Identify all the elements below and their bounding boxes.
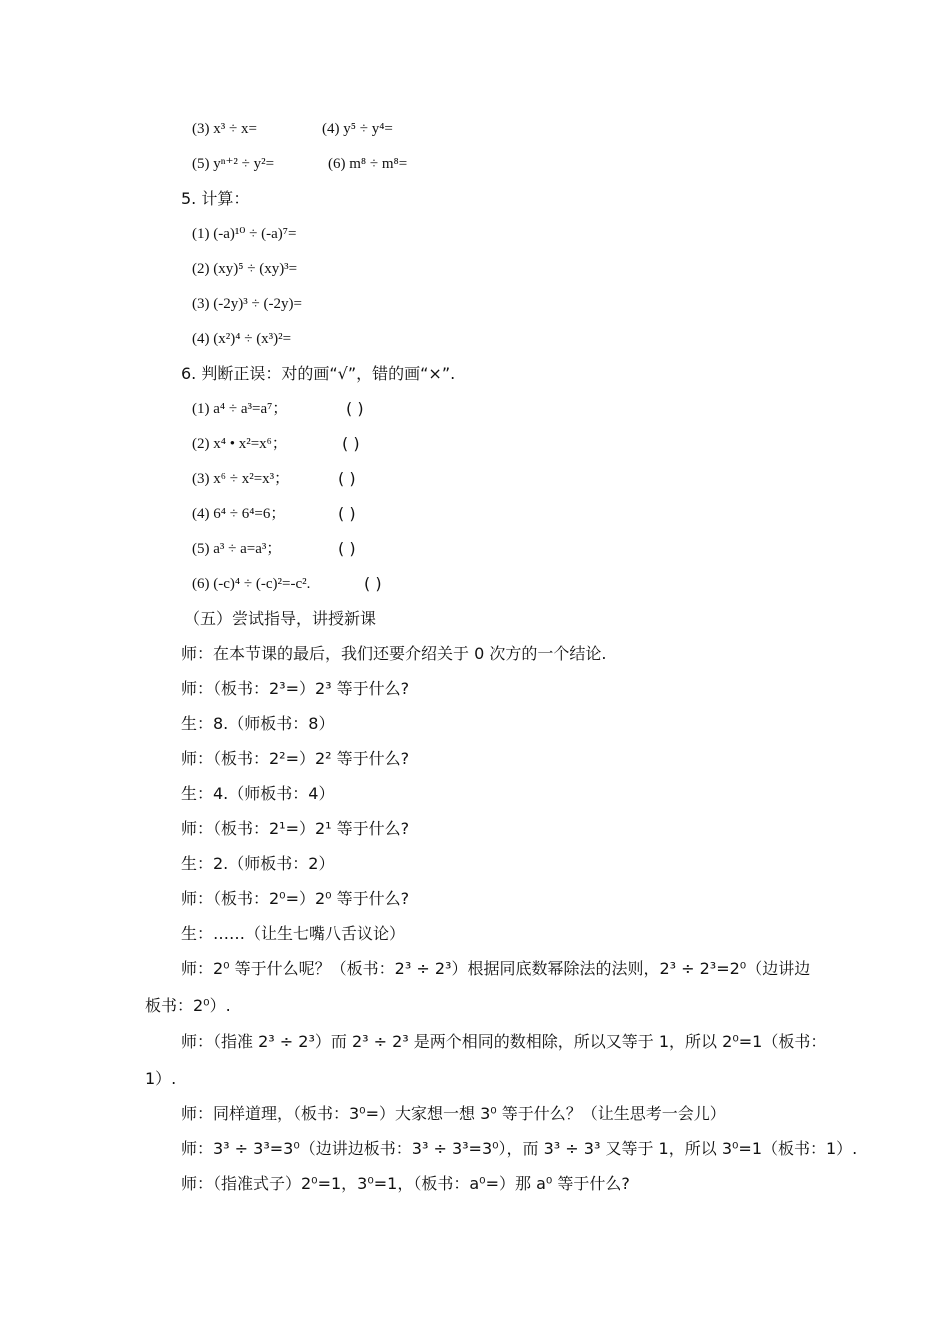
dialogue-line: 板书：2⁰）.	[145, 996, 231, 1015]
dialogue-line: 师：（板书：2³=）2³ 等于什么?	[181, 679, 410, 698]
ex5-item-4: (4) (x²)⁴ ÷ (x³)²=	[192, 331, 292, 347]
ex6-title: 6. 判断正误：对的画“√”，错的画“×”.	[181, 364, 456, 383]
dialogue-line: 师：（板书：2¹=）2¹ 等于什么?	[181, 819, 410, 838]
dialogue-line: 师：（板书：2²=）2² 等于什么?	[181, 749, 410, 768]
ex6-item-6: (6) (-c)⁴ ÷ (-c)²=-c².	[192, 576, 311, 592]
ex6-bracket-2[interactable]: ( )	[342, 434, 360, 453]
ex6-bracket-5[interactable]: ( )	[338, 539, 356, 558]
ex6-bracket-1[interactable]: ( )	[346, 399, 364, 418]
ex4-item-3: (3) x³ ÷ x=	[192, 121, 257, 137]
ex5-item-1: (1) (-a)¹⁰ ÷ (-a)⁷=	[192, 226, 297, 242]
dialogue-line: 师：（指准式子）2⁰=1，3⁰=1，（板书：a⁰=）那 a⁰ 等于什么?	[181, 1174, 630, 1193]
dialogue-line: 生：2.（师板书：2）	[181, 854, 335, 873]
ex4-item-4: (4) y⁵ ÷ y⁴=	[322, 121, 393, 137]
ex6-bracket-6[interactable]: ( )	[364, 574, 382, 593]
ex6-bracket-4[interactable]: ( )	[338, 504, 356, 523]
dialogue-line: 师：在本节课的最后，我们还要介绍关于 0 次方的一个结论.	[181, 644, 607, 663]
dialogue-line: 师：3³ ÷ 3³=3⁰（边讲边板书：3³ ÷ 3³=3⁰），而 3³ ÷ 3³ 又等于 1，所以 3⁰=1（板书：1）.	[181, 1139, 858, 1158]
ex6-item-4: (4) 6⁴ ÷ 6⁴=6；	[192, 506, 286, 522]
ex5-title: 5. 计算：	[181, 189, 250, 208]
ex6-item-5: (5) a³ ÷ a=a³；	[192, 541, 282, 557]
dialogue-line: 生：4.（师板书：4）	[181, 784, 335, 803]
dialogue-line: 师：（指准 2³ ÷ 2³）而 2³ ÷ 2³ 是两个相同的数相除，所以又等于 1，所以 2⁰=1（板书：	[181, 1032, 827, 1051]
ex5-item-2: (2) (xy)⁵ ÷ (xy)³=	[192, 261, 298, 277]
ex6-item-3: (3) x⁶ ÷ x²=x³；	[192, 471, 290, 487]
dialogue-line: 师：2⁰ 等于什么呢？（板书：2³ ÷ 2³）根据同底数幂除法的法则，2³ ÷ 2³=2⁰（边讲边	[181, 959, 811, 978]
ex6-item-1: (1) a⁴ ÷ a³=a⁷；	[192, 401, 288, 417]
ex4-item-5: (5) yⁿ⁺² ÷ y²=	[192, 156, 275, 172]
dialogue-line: 师：（板书：2⁰=）2⁰ 等于什么?	[181, 889, 410, 908]
dialogue-line: 生：……（让生七嘴八舌议论）	[181, 924, 406, 943]
ex5-item-3: (3) (-2y)³ ÷ (-2y)=	[192, 296, 302, 312]
ex4-item-6: (6) m⁸ ÷ m⁸=	[328, 156, 408, 172]
dialogue-line: 生：8.（师板书：8）	[181, 714, 335, 733]
dialogue-line: 1）.	[145, 1069, 177, 1088]
ex6-bracket-3[interactable]: ( )	[338, 469, 356, 488]
ex6-item-2: (2) x⁴ • x²=x⁶；	[192, 436, 287, 452]
dialogue-line: 师：同样道理，（板书：3⁰=）大家想一想 3⁰ 等于什么？（让生思考一会儿）	[181, 1104, 726, 1123]
section-heading: （五）尝试指导，讲授新课	[184, 609, 377, 628]
